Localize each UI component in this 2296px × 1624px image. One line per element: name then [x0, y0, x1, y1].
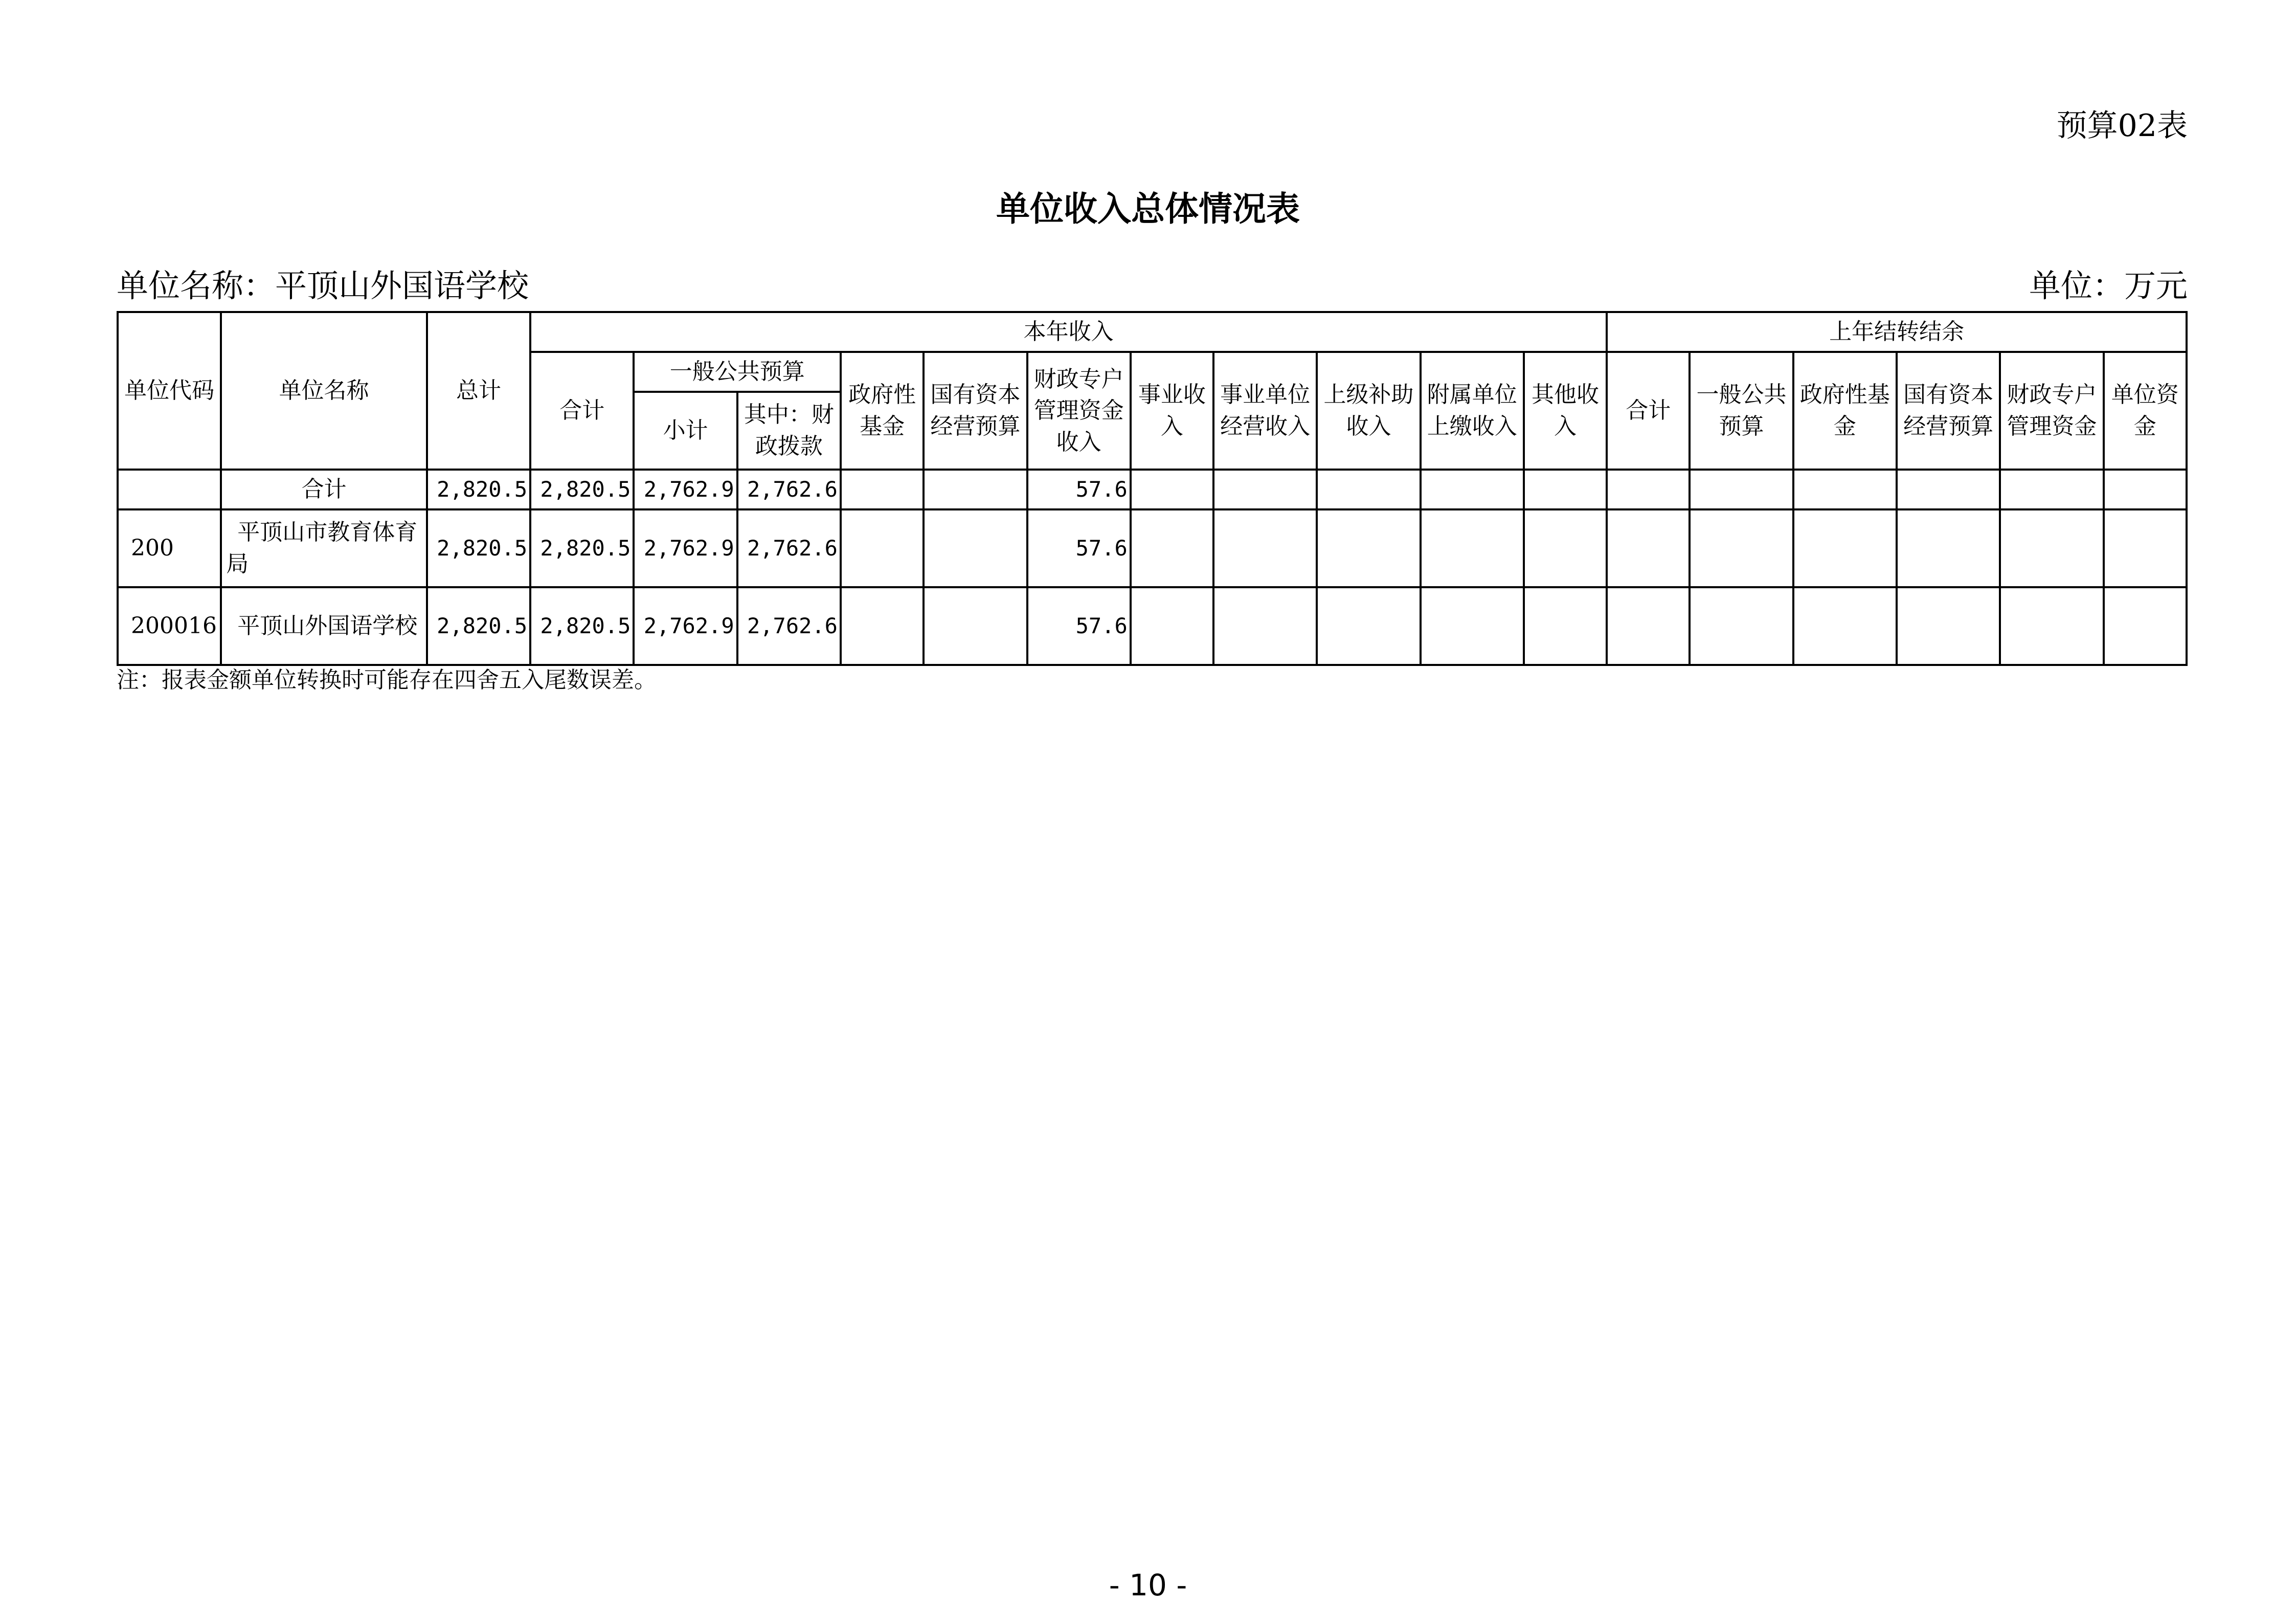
cell-fiscal-special: 57.6	[1027, 509, 1131, 587]
cell-empty	[1317, 509, 1420, 587]
table-row	[118, 587, 2187, 665]
cell-name: 合计	[221, 470, 427, 509]
cell-empty	[1131, 509, 1213, 587]
cell-gb-subtotal: 2,762.9	[634, 587, 737, 665]
col-ly-total: 合计	[1607, 352, 1690, 470]
cell-cy-total: 2,820.5	[530, 470, 634, 509]
group-general-budget: 一般公共预算	[634, 352, 841, 392]
cell-empty	[924, 587, 1027, 665]
cell-empty	[1524, 587, 1607, 665]
cell-fiscal-special: 57.6	[1027, 587, 1131, 665]
cell-empty	[841, 587, 924, 665]
col-gov-fund: 政府性基金	[841, 352, 924, 470]
cell-code	[118, 470, 221, 509]
cell-empty	[1690, 587, 1793, 665]
cell-empty	[1213, 470, 1317, 509]
footnote: 注：报表金额单位转换时可能存在四舍五入尾数误差。	[117, 667, 657, 693]
cell-code: 200016	[118, 587, 221, 665]
cell-gb-fiscal: 2,762.6	[737, 587, 841, 665]
cell-empty	[1421, 587, 1524, 665]
table-row	[118, 509, 2187, 587]
col-ly-general: 一般公共预算	[1690, 352, 1793, 470]
cell-empty	[1607, 587, 1690, 665]
cell-empty	[1317, 587, 1420, 665]
cell-empty	[1524, 470, 1607, 509]
cell-empty	[1524, 509, 1607, 587]
header-row-1	[118, 312, 2187, 352]
col-unit-code: 单位代码	[118, 312, 221, 470]
page-number: - 10 -	[1109, 1568, 1187, 1603]
cell-code: 200	[118, 509, 221, 587]
cell-total: 2,820.5	[427, 587, 530, 665]
cell-empty	[924, 509, 1027, 587]
cell-empty	[2104, 509, 2187, 587]
col-state-capital: 国有资本经营预算	[924, 352, 1027, 470]
page-title: 单位收入总体情况表	[996, 189, 1300, 229]
col-ly-gov-fund: 政府性基金	[1793, 352, 1897, 470]
cell-total: 2,820.5	[427, 509, 530, 587]
group-current-year: 本年收入	[530, 312, 1607, 352]
cell-empty	[1793, 509, 1897, 587]
cell-empty	[841, 470, 924, 509]
cell-empty	[841, 509, 924, 587]
cell-total: 2,820.5	[427, 470, 530, 509]
cell-empty	[2000, 509, 2103, 587]
group-last-year: 上年结转结余	[1607, 312, 2187, 352]
col-ly-state-capital: 国有资本经营预算	[1897, 352, 2000, 470]
unit-name: 单位名称：平顶山外国语学校	[117, 267, 529, 304]
income-table	[117, 311, 2188, 666]
cell-empty	[2104, 470, 2187, 509]
col-affiliated-income: 附属单位上缴收入	[1421, 352, 1524, 470]
cell-gb-fiscal: 2,762.6	[737, 470, 841, 509]
cell-empty	[2104, 587, 2187, 665]
cell-empty	[1690, 470, 1793, 509]
col-unit-name: 单位名称	[221, 312, 427, 470]
unit-label: 单位：万元	[2029, 267, 2188, 304]
cell-gb-fiscal: 2,762.6	[737, 509, 841, 587]
cell-empty	[1897, 509, 2000, 587]
cell-cy-total: 2,820.5	[530, 587, 634, 665]
col-ly-unit-fund: 单位资金	[2104, 352, 2187, 470]
cell-empty	[1421, 470, 1524, 509]
col-cy-total: 合计	[530, 352, 634, 470]
col-total: 总计	[427, 312, 530, 470]
col-fiscal-special: 财政专户管理资金收入	[1027, 352, 1131, 470]
cell-empty	[924, 470, 1027, 509]
cell-empty	[1317, 470, 1420, 509]
cell-empty	[1793, 587, 1897, 665]
cell-fiscal-special: 57.6	[1027, 470, 1131, 509]
cell-empty	[1607, 509, 1690, 587]
cell-empty	[1213, 509, 1317, 587]
col-other-income: 其他收入	[1524, 352, 1607, 470]
cell-gb-subtotal: 2,762.9	[634, 470, 737, 509]
col-business-unit-income: 事业单位经营收入	[1213, 352, 1317, 470]
cell-empty	[2000, 470, 2103, 509]
cell-name: 平顶山市教育体育局	[221, 509, 427, 587]
cell-name: 平顶山外国语学校	[221, 587, 427, 665]
cell-empty	[1897, 587, 2000, 665]
cell-empty	[1793, 470, 1897, 509]
cell-empty	[1690, 509, 1793, 587]
cell-empty	[1897, 470, 2000, 509]
cell-cy-total: 2,820.5	[530, 509, 634, 587]
col-ly-fiscal-special: 财政专户管理资金	[2000, 352, 2103, 470]
cell-gb-subtotal: 2,762.9	[634, 509, 737, 587]
col-gb-subtotal: 小计	[634, 392, 737, 470]
col-business-income: 事业收入	[1131, 352, 1213, 470]
cell-empty	[1131, 587, 1213, 665]
col-gb-fiscal: 其中：财政拨款	[737, 392, 841, 470]
cell-empty	[1213, 587, 1317, 665]
cell-empty	[1131, 470, 1213, 509]
cell-empty	[1421, 509, 1524, 587]
table-id: 预算02表	[2056, 108, 2188, 144]
col-superior-subsidy: 上级补助收入	[1317, 352, 1420, 470]
cell-empty	[1607, 470, 1690, 509]
cell-empty	[2000, 587, 2103, 665]
table-row	[118, 470, 2187, 509]
